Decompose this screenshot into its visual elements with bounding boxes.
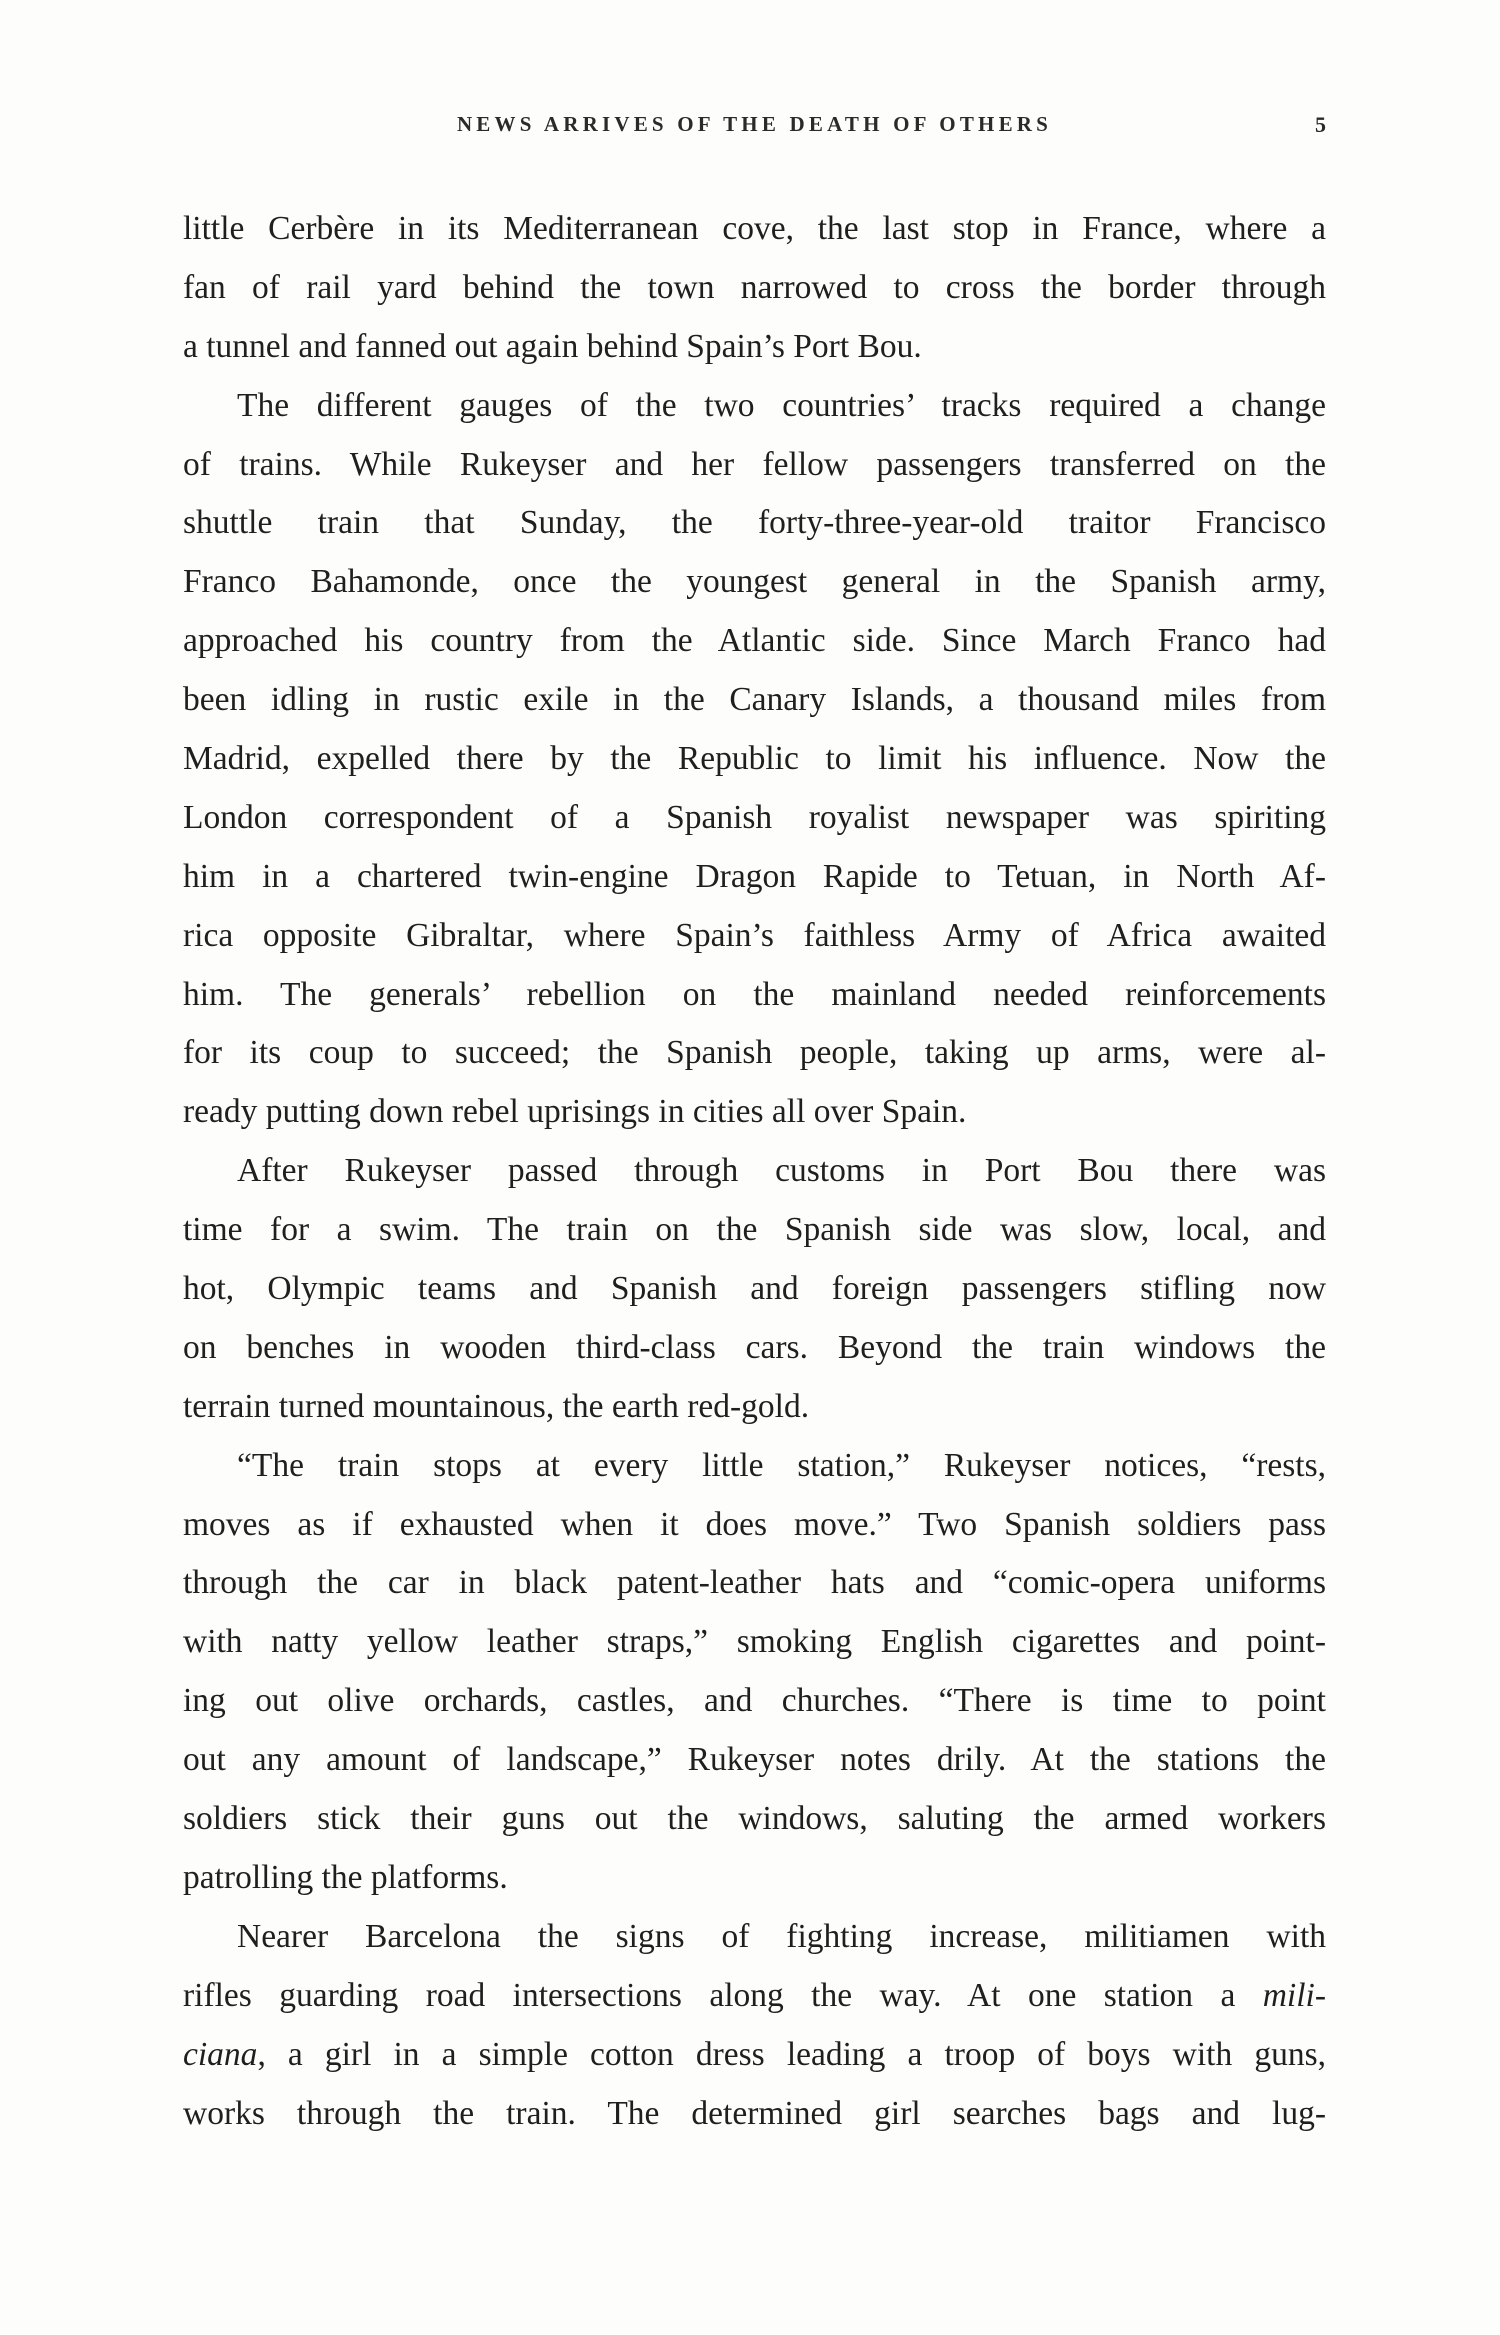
text-line: works through the train. The determined girl searches bags and lug- <box>183 2094 1326 2132</box>
text-line: rica opposite Gibraltar, where Spain’s faithless Army of Africa awaited <box>183 916 1326 954</box>
body-text <box>183 200 1326 2143</box>
paragraph-2 <box>183 377 1326 1143</box>
text-line: hot, Olympic teams and Spanish and foreign passengers stifling now <box>183 1270 1326 1308</box>
text-line: out any amount of landscape,” Rukeyser notes drily. At the stations the <box>183 1741 1326 1779</box>
text-line: with natty yellow leather straps,” smoking English cigarettes and point- <box>183 1623 1326 1661</box>
running-title: NEWS ARRIVES OF THE DEATH OF OTHERS <box>456 112 1053 136</box>
italic-word: ciana <box>183 2035 258 2073</box>
text-line: The different gauges of the two countries’ tracks required a change <box>237 386 1326 424</box>
paragraph-3 <box>183 1142 1326 1436</box>
text-segment: rifles guarding road intersections along the way. At one station a <box>183 1976 1263 2014</box>
text-line: ing out olive orchards, castles, and churches. “There is time to point <box>183 1682 1326 1720</box>
text-line: time for a swim. The train on the Spanish side was slow, local, and <box>183 1211 1326 1249</box>
text-line: him in a chartered twin-engine Dragon Rapide to Tetuan, in North Af- <box>183 857 1326 895</box>
page-number: 5 <box>1315 112 1326 137</box>
running-head <box>183 112 1326 152</box>
text-line: him. The generals’ rebellion on the mainland needed reinforcements <box>183 975 1326 1013</box>
text-line-with-italic <box>183 2026 1326 2085</box>
text-line: Madrid, expelled there by the Republic to limit his influence. Now the <box>183 740 1326 778</box>
text-line: through the car in black patent-leather hats and “comic-opera uniforms <box>183 1564 1326 1602</box>
text-line: soldiers stick their guns out the windows, saluting the armed workers <box>183 1800 1326 1838</box>
text-line: moves as if exhausted when it does move.” Two Spanish soldiers pass <box>183 1505 1326 1543</box>
text-line: Nearer Barcelona the signs of fighting increase, militiamen with <box>237 1917 1326 1955</box>
text-line: London correspondent of a Spanish royalist newspaper was spiriting <box>183 798 1326 836</box>
text-line: patrolling the platforms. <box>183 1858 508 1896</box>
paragraph-4 <box>183 1437 1326 1908</box>
text-line: been idling in rustic exile in the Canary Islands, a thousand miles from <box>183 681 1326 719</box>
text-line-with-italic <box>183 1967 1326 2026</box>
text-line: shuttle train that Sunday, the forty-three-year-old traitor Francisco <box>183 504 1326 542</box>
text-line: After Rukeyser passed through customs in Port Bou there was <box>237 1152 1326 1190</box>
text-line: little Cerbère in its Mediterranean cove, the last stop in France, where a <box>183 210 1326 247</box>
text-line: ready putting down rebel uprisings in cities all over Spain. <box>183 1093 967 1131</box>
italic-word: mili- <box>1262 1976 1326 2014</box>
paragraph-5 <box>183 1908 1326 2144</box>
text-line: for its coup to succeed; the Spanish people, taking up arms, were al- <box>183 1034 1326 1072</box>
text-line: terrain turned mountainous, the earth red-gold. <box>183 1387 810 1425</box>
text-line: approached his country from the Atlantic side. Since March Franco had <box>183 622 1326 660</box>
text-segment: , a girl in a simple cotton dress leading a troop of boys with guns, <box>257 2035 1326 2073</box>
text-line: Franco Bahamonde, once the youngest general in the Spanish army, <box>183 563 1326 601</box>
text-line: “The train stops at every little station,” Rukeyser notices, “rests, <box>237 1446 1326 1484</box>
text-line: a tunnel and fanned out again behind Spain’s Port Bou. <box>183 327 922 365</box>
paragraph-1 <box>183 200 1326 377</box>
text-line: fan of rail yard behind the town narrowed to cross the border through <box>183 268 1326 306</box>
text-line: on benches in wooden third-class cars. Beyond the train windows the <box>183 1328 1326 1366</box>
text-line: of trains. While Rukeyser and her fellow passengers transferred on the <box>183 445 1326 483</box>
